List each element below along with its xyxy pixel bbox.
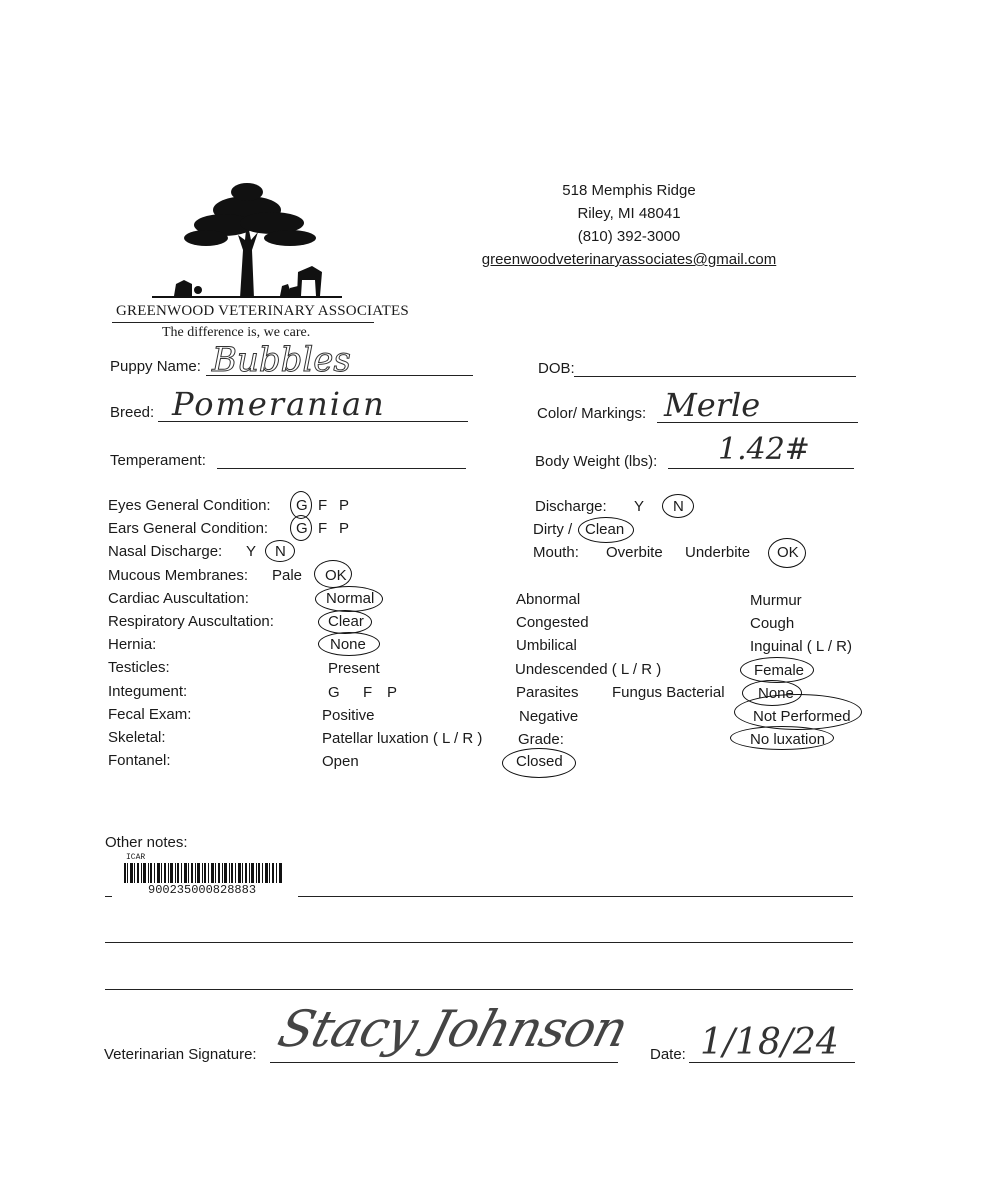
skeletal-no-luxation-circle [730, 726, 834, 750]
mouth-underbite: Underbite [685, 544, 751, 561]
other-notes-label: Other notes: [105, 834, 188, 851]
nasal-n-circle [265, 540, 295, 562]
mucous-ok-circle [314, 560, 352, 588]
email-link[interactable]: greenwoodveterinaryassociates@gmail.com [481, 251, 777, 268]
mouth-overbite: Overbite [606, 544, 663, 561]
hernia-umbilical: Umbilical [516, 637, 577, 654]
eyes-f: F [318, 497, 328, 514]
body-weight-value: 1.42# [718, 432, 810, 467]
hernia-label: Hernia: [108, 636, 157, 653]
respiratory-label: Respiratory Auscultation: [108, 613, 274, 630]
fecal-not-performed: Not Performed [753, 708, 851, 725]
fecal-positive: Positive [322, 707, 375, 724]
integument-p: P [387, 684, 398, 701]
cardiac-normal-circle [315, 586, 383, 612]
hernia-inguinal: Inguinal ( L / R) [750, 638, 852, 655]
dob-label: DOB: [538, 360, 575, 377]
notes-line-2 [105, 942, 853, 943]
testicles-undescended: Undescended ( L / R ) [515, 661, 662, 678]
testicles-female-circle [740, 657, 814, 683]
body-weight-label: Body Weight (lbs): [535, 453, 658, 470]
testicles-present: Present [328, 660, 380, 677]
integument-label: Integument: [108, 683, 188, 700]
dob-line [574, 376, 856, 377]
skeletal-no-luxation: No luxation [750, 731, 826, 748]
clinic-logo [112, 180, 409, 350]
mouth-ok-circle [768, 538, 806, 568]
clinic-tagline: The difference is, we care. [162, 325, 311, 340]
dirty-label: Dirty / [533, 521, 573, 538]
mouth-label: Mouth: [533, 544, 579, 561]
hernia-none-circle [318, 632, 380, 656]
discharge-n-circle [662, 494, 694, 518]
dirty-clean-circle [578, 517, 634, 543]
mucous-ok: OK [325, 567, 347, 584]
breed-value: Pomeranian [172, 385, 386, 423]
integument-none: None [758, 685, 794, 702]
puppy-name-label: Puppy Name: [110, 358, 201, 375]
address-line2: Riley, MI 48041 [577, 205, 681, 222]
cardiac-normal: Normal [326, 590, 375, 607]
cardiac-murmur: Murmur [750, 592, 802, 609]
eyes-label: Eyes General Condition: [108, 497, 271, 514]
fecal-negative: Negative [519, 708, 579, 725]
body-weight-line [668, 468, 854, 469]
barcode-header: ICAR [126, 853, 146, 862]
eyes-g: G [296, 497, 308, 514]
fontanel-open: Open [322, 753, 359, 770]
skeletal-patellar: Patellar luxation ( L / R ) [322, 730, 483, 747]
barcode-number: 900235000828883 [148, 883, 257, 897]
skeletal-label: Skeletal: [108, 729, 166, 746]
cardiac-label: Cardiac Auscultation: [108, 590, 249, 607]
nasal-n: N [275, 543, 286, 560]
cardiac-abnormal: Abnormal [516, 591, 581, 608]
discharge-y: Y [634, 498, 645, 515]
date-label: Date: [650, 1046, 686, 1063]
temperament-line [217, 468, 466, 469]
dirty-clean: Clean [585, 521, 625, 538]
barcode-icon [124, 863, 284, 883]
mucous-pale: Pale [272, 567, 303, 584]
puppy-name-value: Bubbles [212, 340, 351, 380]
mucous-label: Mucous Membranes: [108, 567, 249, 584]
tree-logo-icon [112, 180, 377, 300]
hernia-none: None [330, 636, 366, 653]
signature-label: Veterinarian Signature: [104, 1046, 257, 1063]
color-markings-value: Merle [664, 386, 761, 424]
skeletal-grade: Grade: [518, 731, 564, 748]
respiratory-clear-circle [318, 610, 372, 634]
color-markings-label: Color/ Markings: [537, 405, 647, 422]
nasal-label: Nasal Discharge: [108, 543, 223, 560]
discharge-n: N [673, 498, 684, 515]
ears-label: Ears General Condition: [108, 520, 269, 537]
notes-line-1b [298, 896, 853, 897]
nasal-y: Y [246, 543, 257, 560]
clinic-name: GREENWOOD VETERINARY ASSOCIATES [116, 303, 409, 319]
integument-f: F [363, 684, 373, 701]
respiratory-cough: Cough [750, 615, 795, 632]
notes-line-3 [105, 989, 853, 990]
temperament-label: Temperament: [110, 452, 206, 469]
integument-fungus: Fungus Bacterial [612, 684, 725, 701]
fecal-not-performed-circle [734, 694, 862, 730]
logo-divider [112, 322, 374, 323]
fontanel-closed-circle [502, 748, 576, 778]
fontanel-label: Fontanel: [108, 752, 171, 769]
mouth-ok: OK [777, 544, 799, 561]
ears-p: P [339, 520, 350, 537]
testicles-label: Testicles: [108, 659, 170, 676]
eyes-p: P [339, 497, 350, 514]
fontanel-closed: Closed [516, 753, 563, 770]
discharge-label: Discharge: [535, 498, 607, 515]
integument-g: G [328, 684, 340, 701]
respiratory-congested: Congested [516, 614, 589, 631]
address-line1: 518 Memphis Ridge [562, 182, 696, 199]
testicles-female: Female [754, 662, 805, 679]
phone-number: (810) 392-3000 [577, 228, 681, 245]
respiratory-clear: Clear [328, 613, 364, 630]
microchip-barcode-sticker [112, 853, 297, 897]
ears-f: F [318, 520, 328, 537]
integument-parasites: Parasites [516, 684, 579, 701]
ears-g: G [296, 520, 308, 537]
date-value: 1/18/24 [700, 1022, 839, 1063]
signature-line [270, 1062, 618, 1063]
fecal-label: Fecal Exam: [108, 706, 192, 723]
ears-g-circle [290, 515, 312, 541]
veterinarian-signature: Stacy Johnson [272, 1000, 634, 1058]
breed-label: Breed: [110, 404, 155, 421]
